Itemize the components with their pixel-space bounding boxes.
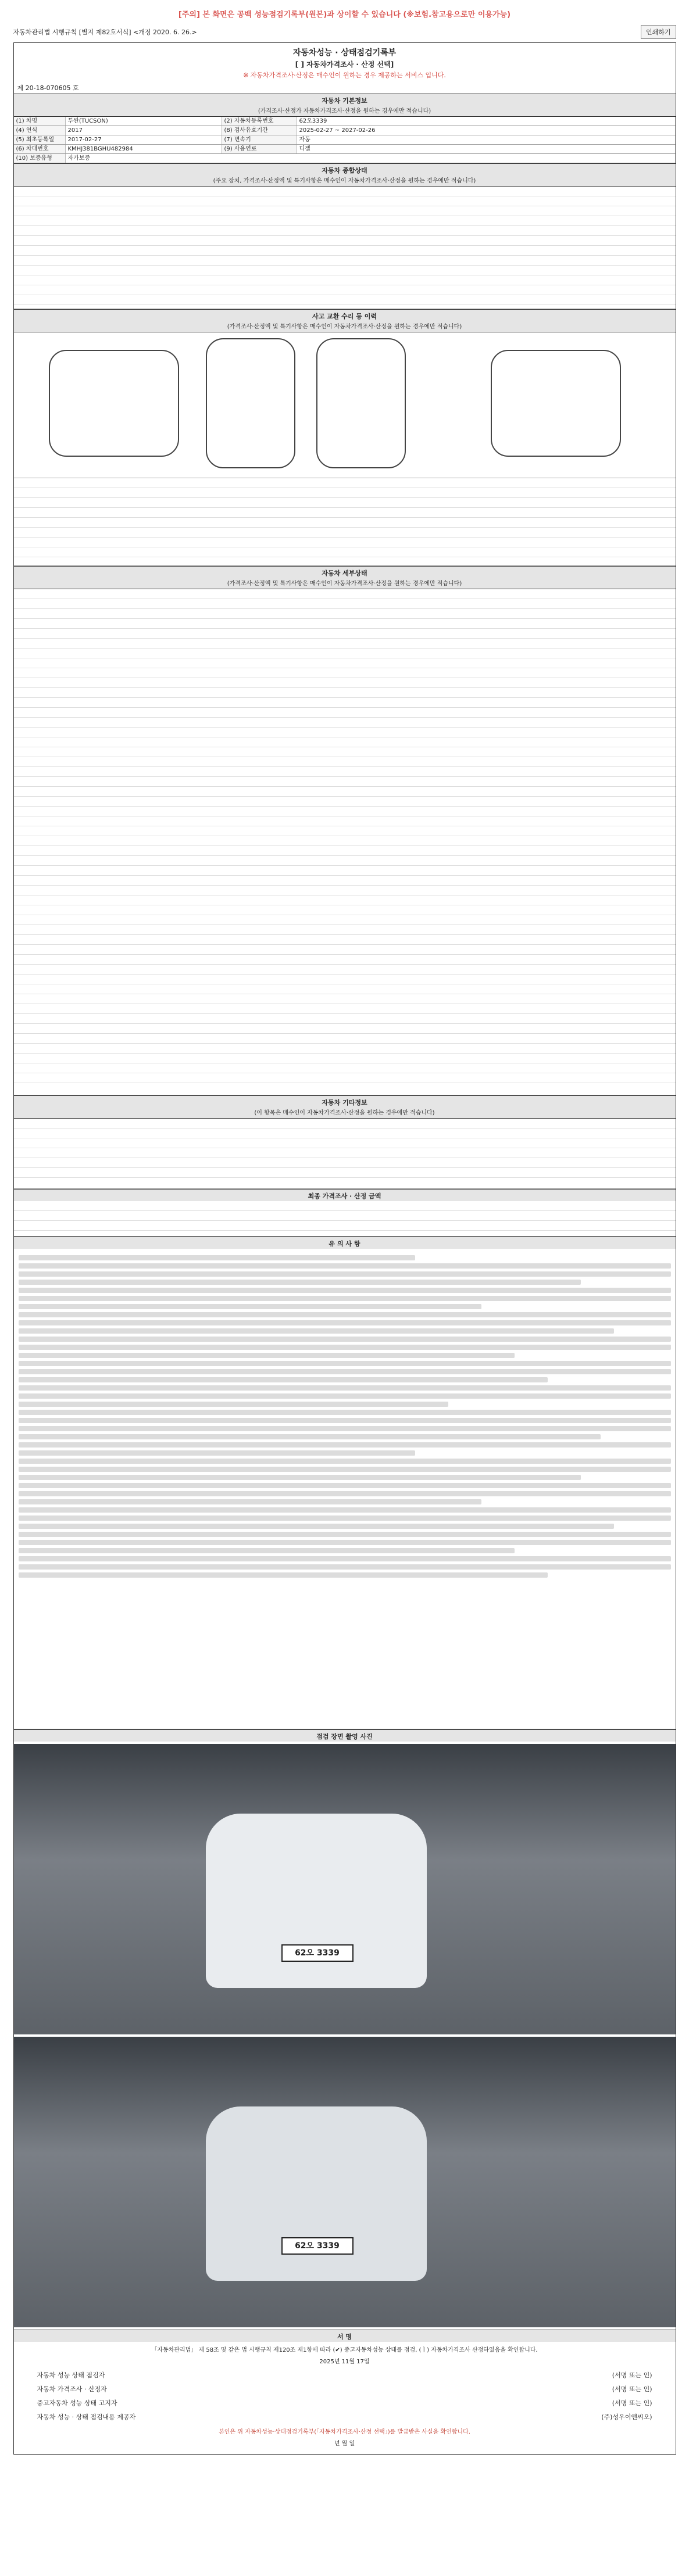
law-reference: 자동차관리법 시행규칙 [별지 제82호서식] <개정 2020. 6. 26.>	[13, 28, 197, 36]
plate-value: 62오3339	[297, 117, 676, 126]
inspector-signature: (서명 또는 인)	[612, 2371, 652, 2379]
section-notes-title: 유 의 사 항	[14, 1237, 676, 1249]
year-label: (4) 연식	[14, 126, 66, 135]
seller-name: (주)성우이앤씨오)	[601, 2413, 652, 2421]
fuel-value: 디젤	[297, 145, 676, 153]
year-value: 2017	[66, 126, 222, 135]
form-title-note: ※ 자동차가격조사·산정은 매수인이 원하는 경우 제공하는 서비스 입니다.	[243, 71, 446, 79]
section-accident-subtitle: (가격조사·산정액 및 특기사항은 매수인이 자동차가격조사·산정을 원하는 경우에만 적습니다)	[14, 321, 676, 332]
sign-row-receiver	[14, 2410, 676, 2424]
basic-row	[14, 117, 676, 126]
warranty-label: (10) 보증유형	[14, 154, 66, 163]
plate-label: (2) 자동차등록번호	[222, 117, 297, 126]
car-rear-image	[206, 2106, 427, 2281]
notice-to-label: 중고자동차 성능 상태 고지자	[37, 2399, 117, 2407]
accident-table	[14, 478, 676, 566]
section-basic-title: 자동차 기본정보	[14, 94, 676, 106]
print-button[interactable]: 인쇄하기	[641, 25, 676, 39]
section-photos-title: 점검 장면 촬영 사진	[14, 1729, 676, 1742]
basic-row	[14, 135, 676, 145]
sign-row-pricer	[14, 2382, 676, 2396]
form-title: 자동차성능 · 상태점검기록부	[292, 48, 397, 58]
section-other-title: 자동차 기타정보	[14, 1095, 676, 1108]
detail-table	[14, 589, 676, 1095]
notice-banner: [주의] 본 화면은 공백 성능점검기록부(원본)과 상이할 수 있습니다 (※보험.참고용으로만 이용가능)	[178, 10, 511, 19]
form-subtitle: [ ] 자동차가격조사 · 산정 선택]	[295, 60, 394, 69]
inspect-value: 2025-02-27 ~ 2027-02-26	[297, 126, 676, 135]
section-detail-subtitle: (가격조사·산정액 및 특기사항은 매수인이 자동차가격조사·산정을 원하는 경우에만 적습니다)	[14, 578, 676, 589]
pricer-signature: (서명 또는 인)	[612, 2385, 652, 2393]
sign-ymd: 년 월 일	[334, 2441, 355, 2447]
final-table	[14, 1201, 676, 1237]
vin-label: (6) 차대번호	[14, 145, 66, 153]
car-bottom-view	[316, 338, 406, 468]
inspection-photo-rear	[14, 2037, 676, 2327]
notes-block	[14, 1249, 676, 1729]
section-basic-subtitle: (가격조사·산정가 자동차가격조사·산정을 원하는 경우에만 적습니다)	[14, 106, 676, 117]
section-overall-subtitle: (주요 장치, 가격조사·산정액 및 특기사항은 매수인이 자동차가격조사·산정을 원하는 경우에만 적습니다)	[14, 175, 676, 187]
sign-footer: 본인은 위 자동차성능·상태점검기록부(「자동차가격조사·산정 선택」)를 발급받은 사실을 확인합니다.	[219, 2429, 470, 2435]
car-right-view	[491, 350, 621, 457]
section-sign-title: 서 명	[14, 2330, 676, 2342]
trans-label: (7) 변속기	[222, 135, 297, 144]
photo-plate-rear: 62오 3339	[281, 2237, 354, 2255]
sign-date: 2025년 11월 17일	[319, 2359, 370, 2365]
pricer-label: 자동차 가격조사 · 산정자	[37, 2385, 107, 2393]
inspector-label: 자동차 성능 상태 점검자	[37, 2371, 105, 2379]
inspect-label: (8) 검사유효기간	[222, 126, 297, 135]
sign-statement: 「자동차관리법」 제 58조 및 같은 법 시행규칙 제120조 제1항에 따라 (✔) 중고자동차성능 상태를 점검, (ㅣ) 자동차가격조사 산정하였음을 확인합니다.	[151, 2347, 538, 2353]
car-front-image	[206, 1814, 427, 1988]
sign-row-notice	[14, 2396, 676, 2410]
model-value: 투싼(TUCSON)	[66, 117, 222, 126]
section-final-title: 최종 가격조사 · 산정 금액	[14, 1189, 676, 1201]
basic-row	[14, 145, 676, 154]
receiver-label: 자동차 성능 · 상태 점검내용 제공자	[37, 2413, 136, 2421]
car-top-view	[206, 338, 295, 468]
model-label: (1) 차명	[14, 117, 66, 126]
inspection-photo-front	[14, 1744, 676, 2034]
page	[13, 0, 676, 2455]
section-detail-title: 자동차 세부상태	[14, 566, 676, 578]
car-left-view	[49, 350, 179, 457]
trans-value: 자동	[297, 135, 676, 144]
fuel-label: (9) 사용연료	[222, 145, 297, 153]
inspection-form	[13, 42, 676, 2455]
photo-plate-front: 62오 3339	[281, 1944, 354, 1962]
warranty-value: 자가보증	[66, 154, 676, 163]
form-title-block	[14, 43, 676, 82]
first-reg-value: 2017-02-27	[66, 135, 222, 144]
vin-value: KMHJ381BGHU482984	[66, 145, 222, 153]
section-accident-title: 사고 교환 수리 등 이력	[14, 309, 676, 321]
top-row	[13, 25, 676, 39]
section-overall-title: 자동차 종합상태	[14, 163, 676, 175]
section-other-subtitle: (이 항목은 매수인이 자동차가격조사·산정을 원하는 경우에만 적습니다)	[14, 1108, 676, 1119]
sign-row-inspector	[14, 2368, 676, 2382]
basic-row	[14, 154, 676, 163]
overall-table	[14, 187, 676, 309]
notice-to-signature: (서명 또는 인)	[612, 2399, 652, 2407]
other-table	[14, 1119, 676, 1189]
registration-number: 제 20-18-070605 호	[17, 84, 79, 92]
first-reg-label: (5) 최초등록일	[14, 135, 66, 144]
basic-row	[14, 126, 676, 135]
car-diagram	[14, 332, 676, 478]
